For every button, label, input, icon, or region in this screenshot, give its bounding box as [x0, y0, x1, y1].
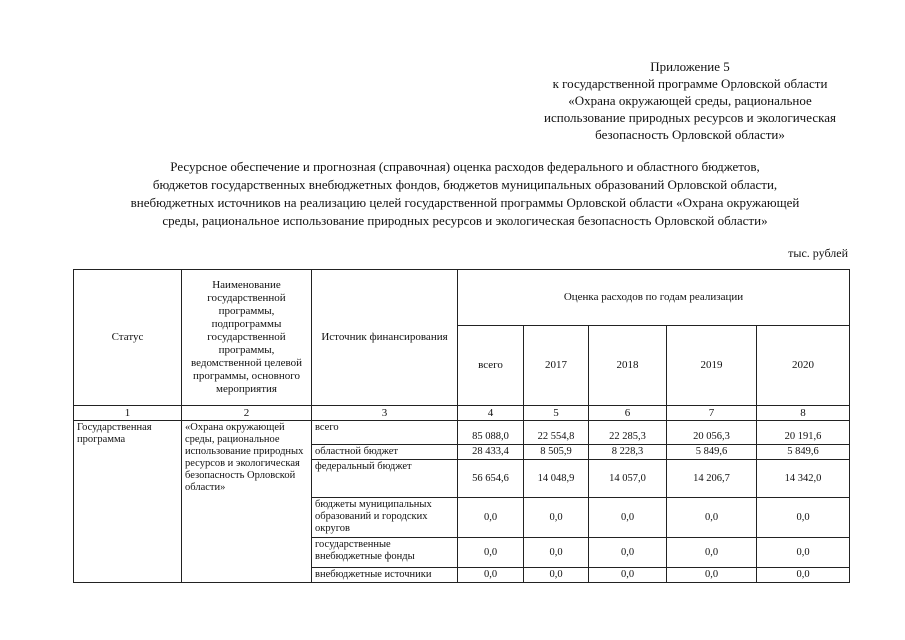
value-cell: 0,0: [458, 538, 524, 568]
title-line: внебюджетных источников на реализацию целей государственной программы Орловской области «Охрана окружающей: [130, 195, 800, 210]
appendix-line: использование природных ресурсов и экологическая: [544, 110, 836, 125]
value-cell: 8 505,9: [524, 445, 589, 460]
title-line: среды, рациональное использование природных ресурсов и экологическая безопасность Орловской области»: [162, 213, 768, 228]
value-cell: 20 056,3: [667, 421, 757, 445]
value-cell: 22 554,8: [524, 421, 589, 445]
value-cell: 0,0: [757, 498, 850, 538]
column-index: 6: [589, 406, 667, 421]
table-row: [74, 421, 850, 445]
value-cell: 0,0: [667, 538, 757, 568]
value-cell: 14 342,0: [757, 460, 850, 498]
source-cell: федеральный бюджет: [312, 460, 458, 498]
value-cell: 0,0: [589, 498, 667, 538]
header-name: Наименование государственной программы, подпрограммы государственной программы, ведомственной целевой программы, основного мероприятия: [182, 270, 312, 406]
value-cell: 0,0: [458, 568, 524, 583]
value-cell: 0,0: [458, 498, 524, 538]
column-index: 4: [458, 406, 524, 421]
column-index: 7: [667, 406, 757, 421]
column-index: 3: [312, 406, 458, 421]
appendix-line: «Охрана окружающей среды, рациональное: [568, 93, 812, 108]
header-year: 2018: [589, 326, 667, 406]
value-cell: 0,0: [667, 498, 757, 538]
header-year: 2017: [524, 326, 589, 406]
program-name-cell: «Охрана окружающей среды, рациональное использование природных ресурсов и экологическая безопасность Орловской области»: [182, 421, 312, 583]
source-cell: бюджеты муниципальных образований и городских округов: [312, 498, 458, 538]
column-index: 2: [182, 406, 312, 421]
status-cell: Государственная программа: [74, 421, 182, 583]
source-cell: государственные внебюджетные фонды: [312, 538, 458, 568]
column-index-row: [74, 406, 850, 421]
value-cell: 5 849,6: [757, 445, 850, 460]
value-cell: 22 285,3: [589, 421, 667, 445]
value-cell: 0,0: [757, 538, 850, 568]
column-index: 5: [524, 406, 589, 421]
column-index: 8: [757, 406, 850, 421]
value-cell: 0,0: [524, 568, 589, 583]
document-title: [60, 158, 870, 230]
value-cell: 0,0: [524, 498, 589, 538]
header-year: 2020: [757, 326, 850, 406]
value-cell: 0,0: [667, 568, 757, 583]
source-cell: всего: [312, 421, 458, 445]
value-cell: 0,0: [757, 568, 850, 583]
value-cell: 0,0: [589, 538, 667, 568]
title-line: Ресурсное обеспечение и прогнозная (справочная) оценка расходов федерального и областного бюджетов,: [170, 159, 760, 174]
appendix-line: безопасность Орловской области»: [595, 127, 785, 142]
appendix-line: к государственной программе Орловской области: [552, 76, 828, 91]
value-cell: 0,0: [524, 538, 589, 568]
column-index: 1: [74, 406, 182, 421]
value-cell: 20 191,6: [757, 421, 850, 445]
value-cell: 56 654,6: [458, 460, 524, 498]
value-cell: 14 048,9: [524, 460, 589, 498]
source-cell: внебюджетные источники: [312, 568, 458, 583]
appendix-header: [500, 58, 880, 143]
header-source: Источник финансирования: [312, 270, 458, 406]
header-status: Статус: [74, 270, 182, 406]
value-cell: 28 433,4: [458, 445, 524, 460]
header-estimate: Оценка расходов по годам реализации: [458, 270, 850, 326]
financing-table: [73, 269, 850, 583]
units-label: тыс. рублей: [788, 246, 848, 260]
title-line: бюджетов государственных внебюджетных фондов, бюджетов муниципальных образований Орловской области,: [152, 177, 778, 192]
header-year: 2019: [667, 326, 757, 406]
value-cell: 14 057,0: [589, 460, 667, 498]
header-total: всего: [458, 326, 524, 406]
value-cell: 85 088,0: [458, 421, 524, 445]
appendix-line: Приложение 5: [650, 59, 730, 74]
value-cell: 8 228,3: [589, 445, 667, 460]
value-cell: 5 849,6: [667, 445, 757, 460]
value-cell: 14 206,7: [667, 460, 757, 498]
value-cell: 0,0: [589, 568, 667, 583]
source-cell: областной бюджет: [312, 445, 458, 460]
